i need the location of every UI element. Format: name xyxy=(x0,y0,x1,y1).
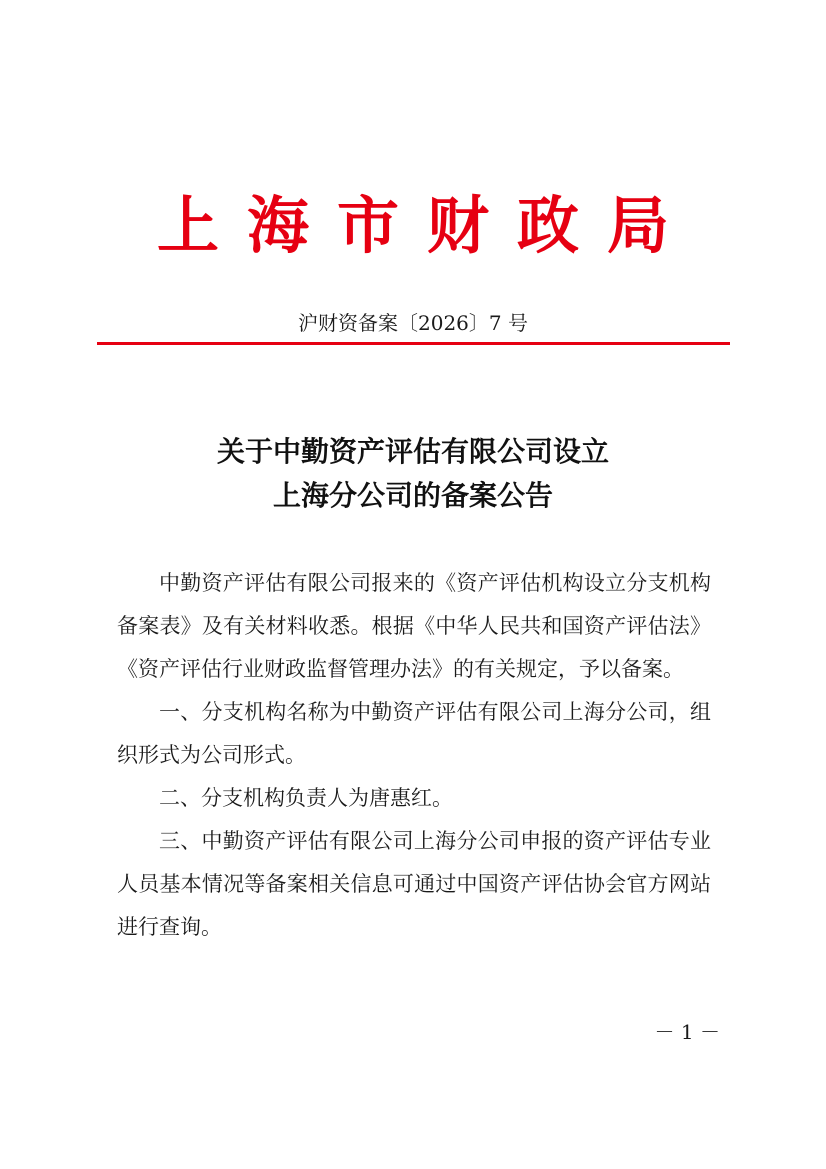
document-body xyxy=(117,562,711,949)
body-paragraph: 二、分支机构负责人为唐惠红。 xyxy=(159,786,453,810)
body-paragraph: 三、中勤资产评估有限公司上海分公司申报的资产评估专业人员基本情况等备案相关信息可通过中国资产评估协会官方网站进行查询。 xyxy=(117,829,711,939)
body-paragraph: 中勤资产评估有限公司报来的《资产评估机构设立分支机构备案表》及有关材料收悉。根据《中华人民共和国资产评估法》《资产评估行业财政监督管理办法》的有关规定，予以备案。 xyxy=(117,571,711,681)
page-number: － 1 － xyxy=(654,1020,720,1044)
red-divider-line xyxy=(97,342,730,345)
document-title xyxy=(0,430,826,518)
title-line-1: 关于中勤资产评估有限公司设立 xyxy=(216,435,609,468)
issuer-heading: 上海市财政局 xyxy=(156,189,697,262)
document-number: 沪财资备案〔2026〕7 号 xyxy=(298,311,528,335)
body-paragraph: 一、分支机构名称为中勤资产评估有限公司上海分公司，组织形式为公司形式。 xyxy=(117,700,711,767)
title-line-2: 上海分公司的备案公告 xyxy=(272,479,553,512)
